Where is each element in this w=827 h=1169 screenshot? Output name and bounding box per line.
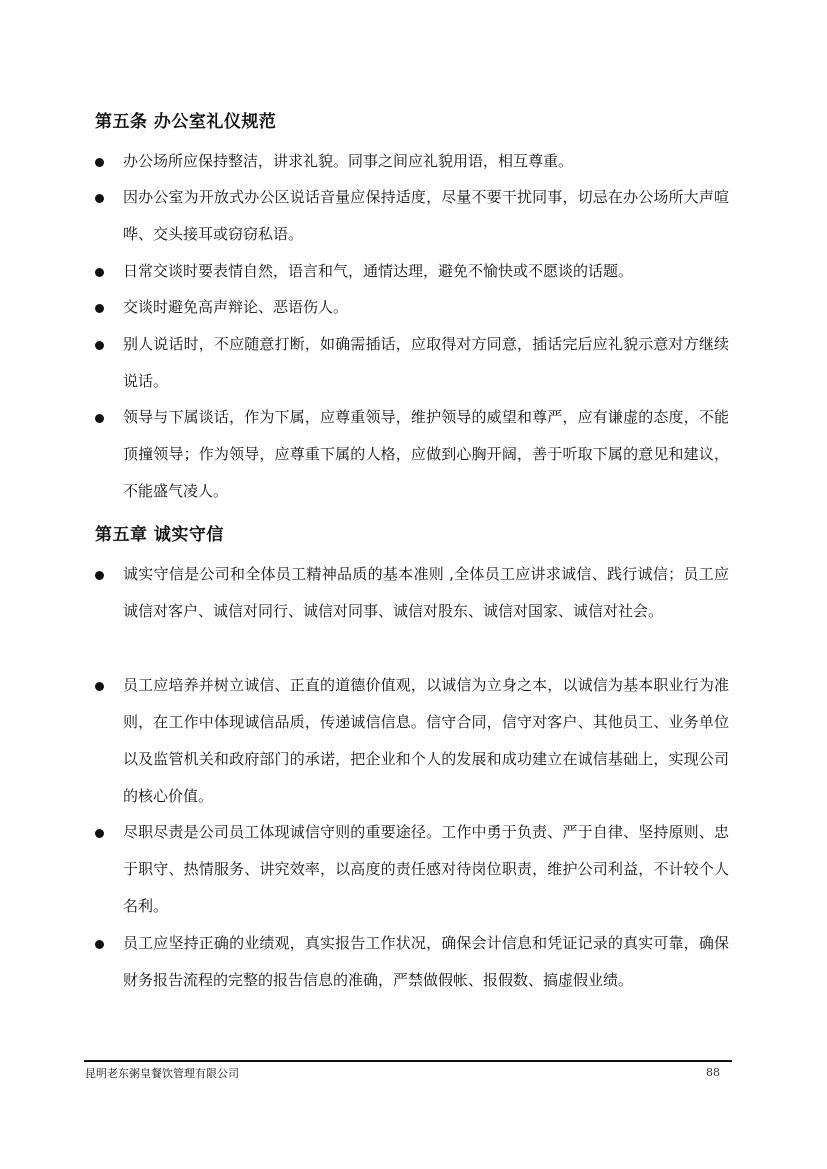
list-item-text: 诚实守信是公司和全体员工精神品质的基本准则 ,全体员工应讲求诚信、践行诚信；员工应诚信对客户、诚信对同行、诚信对同事、诚信对股东、诚信对国家、诚信对社会。	[123, 565, 729, 620]
page-number: 88	[706, 1066, 720, 1079]
list-item-text: 员工应培养并树立诚信、正直的道德价值观，以诚信为立身之本，以诚信为基本职业行为准则，在工作中体现诚信品质，传递诚信信息。信守合同，信守对客户、其他员工、业务单位以及监管机关和政府部门的承诺，把企业和个人的发展和成功建立在诚信基础上，实现公司的核心价值。	[123, 676, 729, 805]
bullet-icon	[95, 268, 104, 277]
bullet-icon	[95, 341, 104, 350]
bullet-icon	[95, 682, 104, 691]
list-item-text: 交谈时避免高声辩论、恶语伤人。	[123, 298, 349, 316]
section-title-office-etiquette: 第五条 办公室礼仪规范	[95, 112, 277, 132]
bullet-icon	[95, 414, 104, 423]
list-item-text: 日常交谈时要表情自然，语言和气，通情达理，避免不愉快或不愿谈的话题。	[123, 262, 634, 280]
bullet-icon	[95, 194, 104, 203]
list-item-text: 领导与下属谈话，作为下属，应尊重领导，维护领导的威望和尊严，应有谦虚的态度，不能顶撞领导；作为领导，应尊重下属的人格，应做到心胸开阔，善于听取下属的意见和建议，不能盛气凌人。	[123, 408, 729, 500]
list-item-text: 员工应坚持正确的业绩观，真实报告工作状况，确保会计信息和凭证记录的真实可靠，确保财务报告流程的完整的报告信息的准确，严禁做假帐、报假数、搞虚假业绩。	[123, 934, 729, 989]
footer-company-name: 昆明老东粥皇餐饮管理有限公司	[85, 1067, 239, 1080]
bullet-icon	[95, 940, 104, 949]
list-item-text: 别人说话时，不应随意打断，如确需插话，应取得对方同意，插话完后应礼貌示意对方继续说话。	[123, 335, 729, 390]
list-item-text: 因办公室为开放式办公区说话音量应保持适度，尽量不要干扰同事，切忌在办公场所大声喧哗、交头接耳或窃窃私语。	[123, 188, 729, 243]
bullet-icon	[95, 829, 104, 838]
list-item-text: 办公场所应保持整洁，讲求礼貌。同事之间应礼貌用语，相互尊重。	[123, 152, 574, 170]
bullet-icon	[95, 304, 104, 313]
bullet-icon	[95, 571, 104, 580]
bullet-icon	[95, 158, 104, 167]
footer-divider	[84, 1060, 732, 1062]
list-item-text: 尽职尽责是公司员工体现诚信守则的重要途径。工作中勇于负责、严于自律、坚持原则、忠于职守、热情服务、讲究效率，以高度的责任感对待岗位职责，维护公司利益，不计较个人名利。	[123, 823, 729, 915]
section-title-honesty: 第五章 诚实守信	[95, 525, 224, 545]
